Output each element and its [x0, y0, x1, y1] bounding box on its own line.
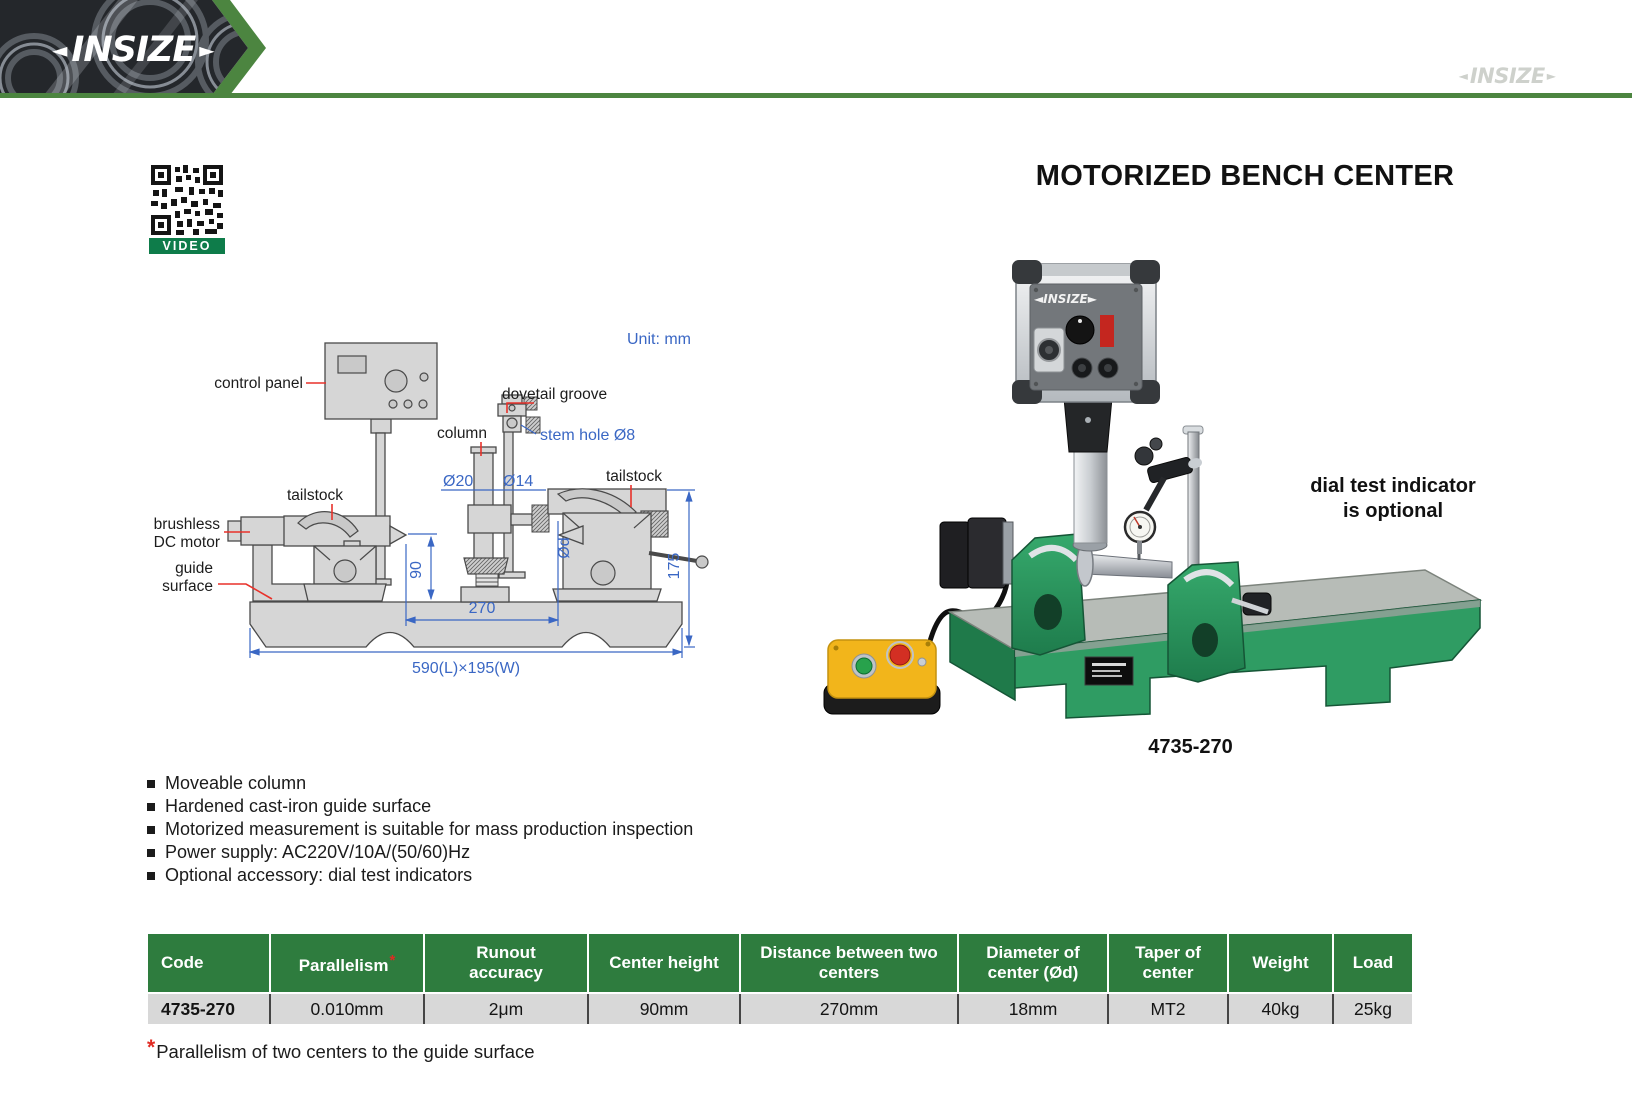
spec-col-weight: Weight: [1228, 934, 1333, 993]
feature-text: Power supply: AC220V/10A/(50/60)Hz: [165, 842, 471, 862]
headstock-tower: [1012, 534, 1085, 655]
spec-value-taper-of-center: MT2: [1108, 993, 1228, 1024]
product-code-caption: 4735-270: [1148, 736, 1233, 758]
bullet-square-icon: [147, 826, 155, 834]
column-label: column: [437, 425, 487, 442]
brushless-motor-label-line2: DC motor: [153, 534, 220, 551]
guide-surface-drawing: [250, 602, 682, 647]
watermark-text: INSIZE: [1469, 64, 1545, 88]
qr-code: [149, 163, 225, 237]
spec-col-code: Code: [148, 934, 270, 993]
spec-col-load: Load: [1333, 934, 1412, 993]
logo-arrow-right-icon: ►: [199, 38, 215, 62]
dim-90-label: 90: [408, 561, 425, 579]
photo-note-line1: dial test indicator: [1310, 475, 1476, 497]
spec-col-taper-of-center: Taper of center: [1108, 934, 1228, 993]
control-panel-label: control panel: [214, 375, 303, 392]
spec-value-weight: 40kg: [1228, 993, 1333, 1024]
feature-text: Optional accessory: dial test indicators: [165, 865, 473, 885]
page-title: MOTORIZED BENCH CENTER: [1035, 160, 1455, 192]
brushless-motor-label-line1: brushless: [153, 516, 220, 533]
bullet-square-icon: [147, 849, 155, 857]
logo-arrow-left-icon: ◄: [52, 38, 68, 62]
feature-item: [147, 772, 693, 795]
footnote-text: Parallelism of two centers to the guide surface: [156, 1041, 535, 1062]
spec-col-parallelism: Parallelism*: [270, 934, 424, 993]
dovetail-groove-label: dovetail groove: [502, 386, 608, 403]
video-badge: VIDEO: [149, 238, 225, 254]
guide-surface-label-line1: guide: [175, 560, 213, 577]
pendant-control: [824, 640, 940, 714]
bullet-square-icon: [147, 872, 155, 880]
spec-col-diameter-of-center: Diameter of center (Ød): [958, 934, 1108, 993]
bullet-square-icon: [147, 803, 155, 811]
spec-value-runout-accuracy: 2μm: [424, 993, 588, 1024]
spec-value-diameter-of-center: 18mm: [958, 993, 1108, 1024]
spec-col-distance-between-centers: Distance between two centers: [740, 934, 958, 993]
spec-value-code: 4735-270: [148, 993, 270, 1024]
photo-note: [1268, 474, 1518, 524]
spec-col-center-height: Center height: [588, 934, 740, 993]
dim-footprint-label: 590(L)×195(W): [411, 660, 521, 677]
dim-270-label: 270: [468, 600, 496, 617]
spec-table: [148, 934, 1412, 1024]
feature-text: Hardened cast-iron guide surface: [165, 796, 432, 816]
spec-value-load: 25kg: [1333, 993, 1412, 1024]
tailstock-left-label: tailstock: [287, 487, 343, 504]
spec-value-parallelism: 0.010mm: [270, 993, 424, 1024]
brand-logo-text: INSIZE: [71, 30, 196, 70]
footnote: [147, 1036, 535, 1063]
feature-text: Motorized measurement is suitable for mass production inspection: [165, 819, 694, 839]
feature-item: [147, 864, 693, 887]
footnote-asterisk: *: [147, 1036, 156, 1059]
control-box: [1012, 260, 1160, 404]
photo-note-line2: is optional: [1343, 500, 1443, 522]
feature-text: Moveable column: [165, 773, 307, 793]
watermark-arrow-right-icon: ►: [1546, 69, 1556, 83]
header-rule: [0, 93, 1632, 98]
watermark-arrow-left-icon: ◄: [1458, 69, 1468, 83]
tailstock-right-label: tailstock: [606, 468, 662, 485]
spec-header-row: [148, 934, 1412, 993]
features-list: [147, 772, 693, 887]
spec-value-center-height: 90mm: [588, 993, 740, 1024]
bullet-square-icon: [147, 780, 155, 788]
stem-hole-label: stem hole Ø8: [540, 427, 636, 444]
brand-watermark: [1459, 64, 1556, 88]
spec-data-row: [148, 993, 1412, 1024]
qr-video-block: [149, 163, 225, 254]
control-column: [1064, 398, 1112, 551]
dim-od-label: Ød: [556, 537, 573, 559]
dia20-label: Ø20: [443, 473, 474, 490]
brand-logo: [52, 30, 215, 70]
spec-col-runout-accuracy: Runout accuracy: [424, 934, 588, 993]
unit-note: Unit: mm: [627, 331, 691, 348]
drive-motor: [940, 518, 1013, 588]
tech-diagram: [130, 318, 720, 680]
control-box-brand-logo: ◄INSIZE►: [1034, 292, 1097, 306]
feature-item: [147, 795, 693, 818]
parallelism-asterisk: *: [389, 951, 396, 969]
feature-item: [147, 841, 693, 864]
guide-surface-label-line2: surface: [162, 578, 213, 595]
dia14-label: Ø14: [503, 473, 534, 490]
feature-item: [147, 818, 693, 841]
spec-value-distance-between-centers: 270mm: [740, 993, 958, 1024]
dim-175-label: 175: [666, 552, 683, 580]
